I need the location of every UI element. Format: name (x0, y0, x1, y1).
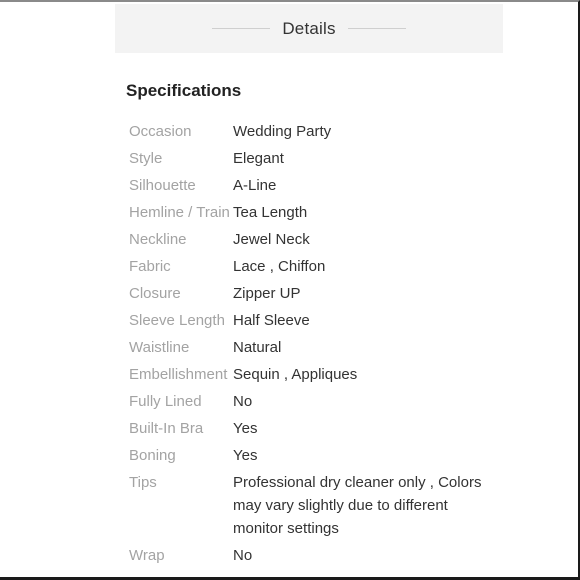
spec-value: Yes (233, 447, 258, 464)
spec-row-closure (129, 280, 489, 307)
spec-value: Zipper UP (233, 285, 301, 302)
spec-label: Closure (129, 285, 181, 302)
spec-label: Occasion (129, 123, 192, 140)
spec-value: Elegant (233, 150, 284, 167)
spec-label: Hemline / Train (129, 204, 230, 221)
spec-row-boning (129, 442, 489, 469)
spec-value: Wedding Party (233, 123, 332, 140)
spec-row-waistline (129, 334, 489, 361)
spec-label: Built-In Bra (129, 420, 204, 437)
spec-row-fully-lined (129, 388, 489, 415)
spec-label: Fabric (129, 258, 171, 275)
spec-value: No (233, 547, 253, 564)
spec-value: Sequin , Appliques (233, 366, 358, 383)
spec-label: Tips (129, 474, 157, 491)
spec-value: A-Line (233, 177, 277, 194)
spec-value: Lace , Chiffon (233, 258, 326, 275)
spec-value: No (233, 393, 253, 410)
spec-label: Boning (129, 447, 176, 464)
spec-row-hemline (129, 199, 489, 226)
spec-label: Wrap (129, 547, 165, 564)
spec-row-occasion (129, 118, 489, 145)
spec-label: Waistline (129, 339, 190, 356)
spec-label: Fully Lined (129, 393, 202, 410)
details-title: Details (282, 18, 336, 38)
spec-label: Sleeve Length (129, 312, 225, 329)
spec-row-tips (129, 469, 489, 542)
spec-value: Jewel Neck (233, 231, 310, 248)
spec-row-wrap (129, 542, 489, 569)
spec-label: Embellishment (129, 366, 228, 383)
spec-label: Silhouette (129, 177, 196, 194)
spec-row-style (129, 145, 489, 172)
specifications-table (129, 118, 489, 569)
spec-label: Neckline (129, 231, 187, 248)
spec-label: Style (129, 150, 163, 167)
spec-value: Natural (233, 339, 282, 356)
spec-row-built-in-bra (129, 415, 489, 442)
specifications-heading: Specifications (126, 81, 242, 100)
spec-row-silhouette (129, 172, 489, 199)
header-divider-left (212, 28, 270, 29)
spec-row-fabric (129, 253, 489, 280)
spec-value: Professional dry cleaner only , Colors may vary slightly due to different monitor settings (233, 474, 482, 537)
header-divider-right (348, 28, 406, 29)
spec-row-neckline (129, 226, 489, 253)
details-tab-header[interactable] (115, 4, 503, 53)
spec-value: Yes (233, 420, 258, 437)
spec-row-sleeve-length (129, 307, 489, 334)
spec-value: Half Sleeve (233, 312, 310, 329)
spec-row-embellishment (129, 361, 489, 388)
spec-value: Tea Length (233, 204, 308, 221)
